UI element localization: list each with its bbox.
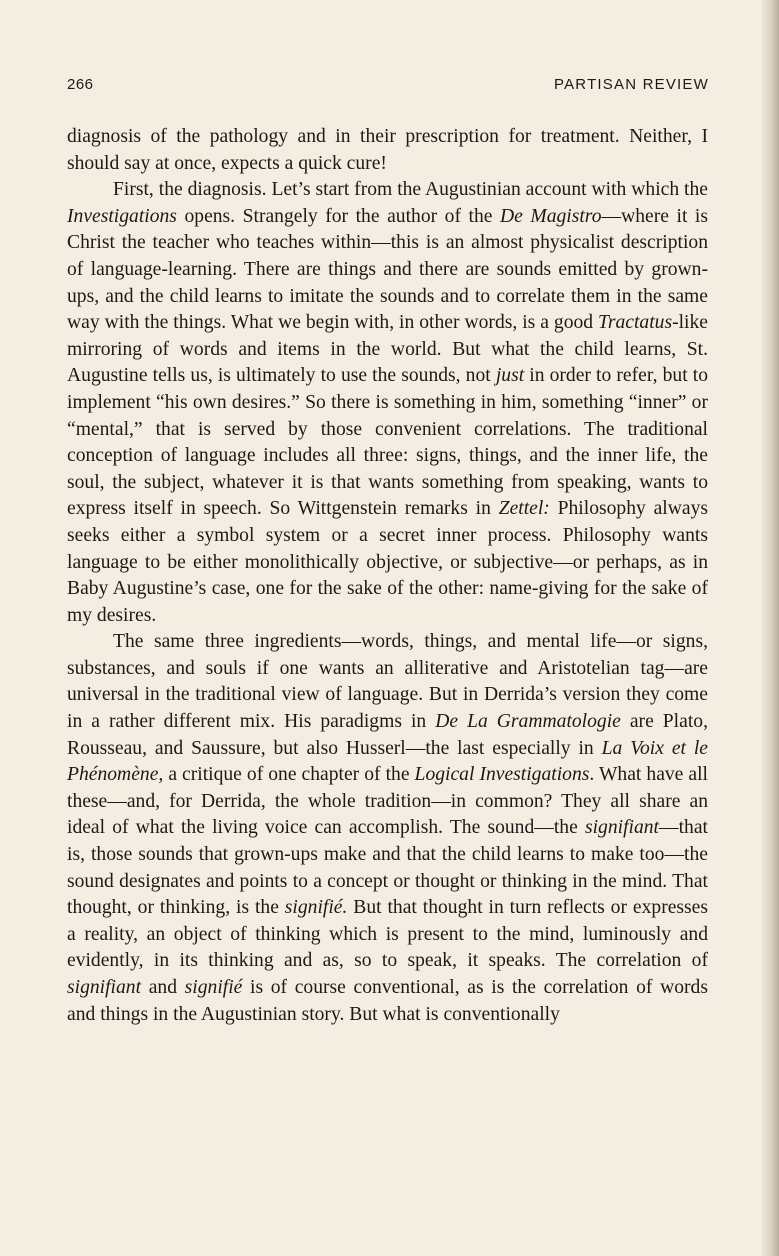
text-run: a critique of one chapter of the <box>163 764 415 786</box>
text-run: -like mirroring of words and items in the world. But what the child learns, St. Augustine tells us, is ultimately to use the sounds, not <box>67 312 708 387</box>
page-number: 266 <box>67 76 94 93</box>
text-run: But that thought in turn reflects or expresses a reality, an object of thinking which is present to the mind, luminously and evidently, in its thinking and as, so to speak, it speaks. The correlation of <box>67 897 708 972</box>
italic-text: Zettel: <box>498 498 550 520</box>
italic-text: just <box>495 365 525 387</box>
journal-title: PARTISAN REVIEW <box>554 76 709 93</box>
italic-text: Tractatus <box>598 312 673 334</box>
text-run: opens. Strangely for the author of the <box>176 205 500 227</box>
text-run: . What have all these—and, for Derrida, the whole tradition—in common? They all share an ideal of what the living voice can accomplish. The sound—the <box>67 764 708 839</box>
text-run: are Plato, Rousseau, and Saussure, but also Husserl—the last especially in <box>67 711 708 759</box>
text-run: Philosophy always seeks either a symbol system or a secret inner process. Philosophy wants language to be either monolithically objective, or subjective—or perhaps, as in Baby Augustine’s case, one for the sake of the other: name-giving for the sake of my desires. <box>67 498 708 626</box>
text-run: The same three ingredients—words, things, and mental life—or signs, substances, and souls if one wants an alliterative and Aristotelian tag—are universal in the traditional view of language. But in Derrida’s version they come in a rather different mix. His paradigms in <box>67 631 708 733</box>
italic-text: Logical Investigations <box>414 764 590 786</box>
text-run: diagnosis of the pathology and in their prescription for treatment. Neither, I should say at once, expects a quick cure! <box>67 126 708 174</box>
text-run: is of course conventional, as is the correlation of words and things in the Augustinian story. But what is conventionally <box>67 977 708 1025</box>
italic-text: signifié. <box>284 897 348 919</box>
body-text <box>67 124 708 1028</box>
italic-text: De La Grammatologie <box>435 711 621 733</box>
text-run: in order to refer, but to implement “his own desires.” So there is something in him, something “inner” or “mental,” that is served by those convenient correlations. The traditional conception of language includes all three: signs, things, and the inner life, the soul, the subject, whatever it is that wants something from speaking, wants to express itself in speech. So Wittgenstein remarks in <box>67 365 708 520</box>
text-run: and <box>141 977 185 998</box>
paragraph-3 <box>67 629 708 1028</box>
italic-text: signifié <box>184 977 243 998</box>
text-run: First, the diagnosis. Let’s start from the Augustinian account with which the <box>113 179 708 201</box>
italic-text: signifiant <box>584 817 660 839</box>
italic-text: De Magistro <box>500 205 602 227</box>
text-run: —that is, those sounds that grown-ups make and that the child learns to make too—the sound designates and points to a concept or thought or thinking in the mind. That thought, or thinking, is the <box>67 817 708 919</box>
paragraph-2 <box>67 177 708 629</box>
italic-text: signifiant <box>67 977 142 998</box>
paragraph-1 <box>67 124 708 177</box>
text-run: —where it is Christ the teacher who teaches within—this is an almost physicalist description of language-learning. There are things and there are sounds emitted by grown-ups, and the child learns to imitate the sounds and to correlate them in the same way with the things. What we begin with, in other words, is a good <box>67 205 708 334</box>
running-head <box>67 76 709 98</box>
page-edge-shadow <box>761 0 779 1256</box>
italic-text: Investigations <box>67 205 177 227</box>
italic-text: La Voix et le Phénomène, <box>67 737 708 786</box>
